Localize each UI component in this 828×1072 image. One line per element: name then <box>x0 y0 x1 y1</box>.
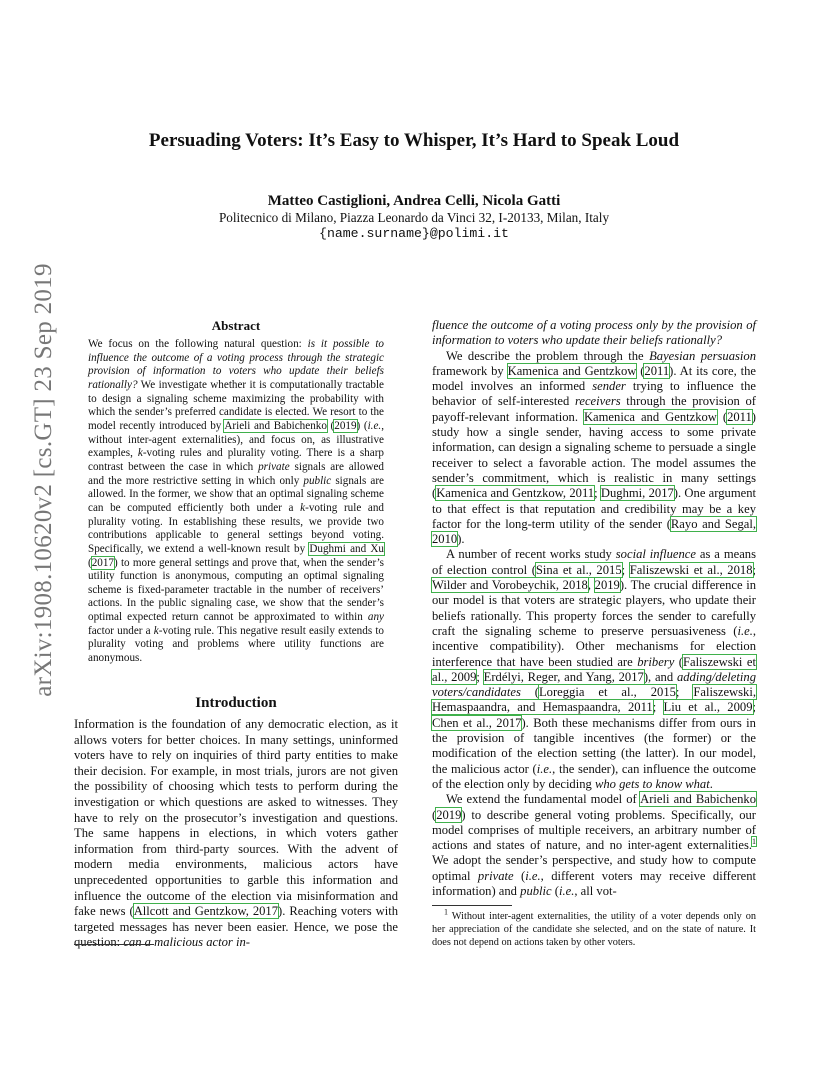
emphasis-text: i.e. <box>558 883 575 898</box>
citation-link[interactable]: 2019 <box>334 419 357 432</box>
footnote-text: Without inter-agent externalities, the utility of a voter depends only on her appreciation of the candidate she selected, and on the state of nature. It does not depend on actions taken by other voters. <box>432 911 756 948</box>
author-list: Matteo Castiglioni, Andrea Celli, Nicola Gatti <box>267 193 561 209</box>
emphasis-text: k <box>300 501 306 514</box>
citation-link[interactable]: 2011 <box>727 409 752 424</box>
citation-link[interactable]: Faliszewski et al., 2018 <box>629 562 753 577</box>
body-paragraph: We extend the fundamental model of Arieli and Babichenko (2019) to describe general voting problems. Specifically, our model comprises of multiple receivers, an arbitrary number of actions and states of nature, and no inter-agent externalities.$^1$ We adopt the sender’s perspective, and study how to compute optimal private (i.e., different voters may receive different information) and public (i.e., all vot- <box>432 792 757 898</box>
emphasis-text: i.e. <box>525 868 541 883</box>
emphasis-text: public <box>303 474 332 487</box>
emphasis-text: any <box>367 611 384 624</box>
emphasis-text: i.e. <box>737 623 753 638</box>
citation-link[interactable]: Arieli and Babichenko <box>640 792 756 807</box>
emphasis-text: private <box>477 868 514 883</box>
citation-link[interactable]: Kamenica and Gentzkow <box>507 363 637 378</box>
emphasis-text: k <box>137 447 143 460</box>
arxiv-identifier: arXiv:1908.10620v2 [cs.GT] 23 Sep 2019 <box>30 263 58 697</box>
body-paragraph <box>432 318 756 349</box>
abstract-body <box>88 338 384 666</box>
footnote-rule <box>432 905 512 906</box>
citation-link[interactable]: Wilder and Vorobeychik, 2018 <box>432 578 588 593</box>
citation-link[interactable]: 2019 <box>594 578 620 593</box>
emphasis-text: i.e. <box>367 419 382 432</box>
citation-link[interactable]: Kamenica and Gentzkow, 2011 <box>436 486 595 501</box>
emphasis-text: adding/deleting voters/candidates <box>432 669 756 700</box>
introduction-paragraph: Information is the foundation of any democratic election, as it allows voters for better choices. In many settings, uninformed voters have to rely on inquiries of third party entities to make their decision. For example, in most trials, jurors are not given the possibility of choosing which tests to perform during the investigation or which questions are asked to witnesses. They have to rely on the prosecutor’s investigation and questions. The same happens in elections, in which voters gather information from third-party sources. With the advent of modern media environments, malicious actors have unprecedented opportunities to garble this information and influence the outcome of the election via misinformation and fake news (Allcott and Gentzkow, 2017). Reaching voters with targeted messages has never been easier. Hence, we pose the question: can a malicious actor in- <box>74 717 398 950</box>
emphasis-text: is it possible to influence the outcome of a voting process through the strategic provision of information to voters who update their beliefs rationally? <box>88 338 384 391</box>
footnote-link[interactable]: 1 <box>752 836 756 846</box>
column-end-rule <box>74 944 154 945</box>
footnote-mark: 1 <box>444 907 448 917</box>
citation-link[interactable]: 2017 <box>91 556 114 569</box>
affiliation: Politecnico di Milano, Piazza Leonardo da Vinci 32, I-20133, Milan, Italy <box>218 210 610 225</box>
abstract-heading: Abstract <box>211 318 261 333</box>
citation-link[interactable]: Dughmi and Xu <box>309 542 384 555</box>
citation-link[interactable]: Kamenica and Gentzkow <box>583 409 717 424</box>
emphasis-text: i.e. <box>536 761 553 776</box>
emphasis-text: fluence the outcome of a voting process only by the provision of information to voters who update their beliefs rationally? <box>432 318 756 348</box>
citation-link[interactable]: 2011 <box>644 363 670 378</box>
right-column-body <box>432 318 756 899</box>
abstract-paragraph: We focus on the following natural question: is it possible to influence the outcome of a voting process through the strategic provision of information to voters who update their beliefs rationally? We investigate whether it is computationally tractable to design a signaling scheme maximizing the probability with which the sender’s preferred candidate is elected. We resort to the model recently introduced by Arieli and Babichenko (2019) (i.e., without inter-agent externalities), and focus on, as illustrative examples, k-voting rules and plurality voting. There is a sharp contrast between the case in which private signals are allowed and the more restrictive setting in which only public signals are allowed. In the former, we show that an optimal signaling scheme can be computed efficiently both under a k-voting rule and plurality voting. In establishing these results, we provide two contributions applicable to general settings beyond voting. Specifically, we extend a well-known result by Dughmi and Xu (2017) to more general settings and prove that, when the sender’s utility function is anonymous, computing an optimal signaling scheme is fixed-parameter tractable in the number of receivers’ actions. In the public signaling case, we show that the sender’s optimal expected return cannot be approximated to within any factor under a k-voting rule. This negative result easily extends to plurality voting and problems where utility functions are anonymous. <box>88 338 385 665</box>
emphasis-text: can a malicious actor in- <box>123 935 250 950</box>
introduction-body <box>74 717 398 951</box>
introduction-heading: Introduction <box>195 695 277 711</box>
emphasis-text: k <box>153 624 159 637</box>
citation-link[interactable]: Arieli and Babichenko <box>224 419 327 432</box>
citation-link[interactable]: Rayo and Segal, 2010 <box>432 516 756 547</box>
body-paragraph: A number of recent works study social influence as a means of election control (Sina et al., 2015; Faliszewski et al., 2018; Wilder and Vorobeychik, 2018, 2019). The crucial difference in our model is that voters are strategic players, who update their beliefs rationally. This property forces the sender to carefully craft the signaling scheme to preserve persuasiveness (i.e., incentive compatibility). Other mechanisms for election interference that have been studied are bribery (Faliszewski et al., 2009; Erdélyi, Reger, and Yang, 2017), and adding/deleting voters/candidates (Loreggia et al., 2015; Faliszewski, Hemaspaandra, and Hemaspaandra, 2011; Liu et al., 2009; Chen et al., 2017). Both these mechanisms differ from ours in the provision of tangible incentives (the former) or the modification of the election setting (the latter). In our model, the malicious actor (i.e., the sender), can influence the outcome of the election only by deciding who gets to know what. <box>432 547 757 791</box>
citation-link[interactable]: Loreggia et al., 2015 <box>538 685 676 700</box>
footnote <box>432 907 756 949</box>
citation-link[interactable]: 2019 <box>436 807 462 822</box>
emphasis-text: receivers <box>574 394 621 409</box>
citation-link[interactable]: Dughmi, 2017 <box>600 486 674 501</box>
emphasis-text: social influence <box>615 547 696 562</box>
emphasis-text: who gets to know what <box>594 776 710 791</box>
emphasis-text: Bayesian persuasion <box>649 348 756 363</box>
body-paragraph: We describe the problem through the Bayesian persuasion framework by Kamenica and Gentzkow (2011). At its core, the model involves an informed sender trying to influence the behavior of self-interested receivers through the provision of payoff-relevant information. Kamenica and Gentzkow (2011) study how a single sender, having access to some private information, can design a signaling scheme to persuade a single receiver to select a favorable action. The model assumes the sender’s commitment, which is realistic in many settings (Kamenica and Gentzkow, 2011; Dughmi, 2017). One argument to that effect is that reputation and credibility may be a key factor for the long-term utility of the sender (Rayo and Segal, 2010). <box>432 348 757 547</box>
citation-link[interactable]: Faliszewski, Hemaspaandra, and Hemaspaandra, 2011 <box>432 685 756 715</box>
emphasis-text: sender <box>592 379 626 394</box>
citation-link[interactable]: Allcott and Gentzkow, 2017 <box>133 904 279 919</box>
paper-title: Persuading Voters: It’s Easy to Whisper, It’s Hard to Speak Loud <box>148 130 680 151</box>
citation-link[interactable]: Sina et al., 2015 <box>535 562 622 577</box>
emphasis-text: bribery <box>637 654 675 669</box>
author-email: {name.surname}@polimi.it <box>319 226 509 241</box>
emphasis-text: public <box>520 883 552 898</box>
citation-link[interactable]: Liu et al., 2009 <box>663 700 753 715</box>
citation-link[interactable]: Erdélyi, Reger, and Yang, 2017 <box>483 669 644 684</box>
citation-link[interactable]: Faliszewski et al., 2009 <box>432 654 757 684</box>
emphasis-text: private <box>258 460 290 473</box>
citation-link[interactable]: Chen et al., 2017 <box>432 715 522 730</box>
